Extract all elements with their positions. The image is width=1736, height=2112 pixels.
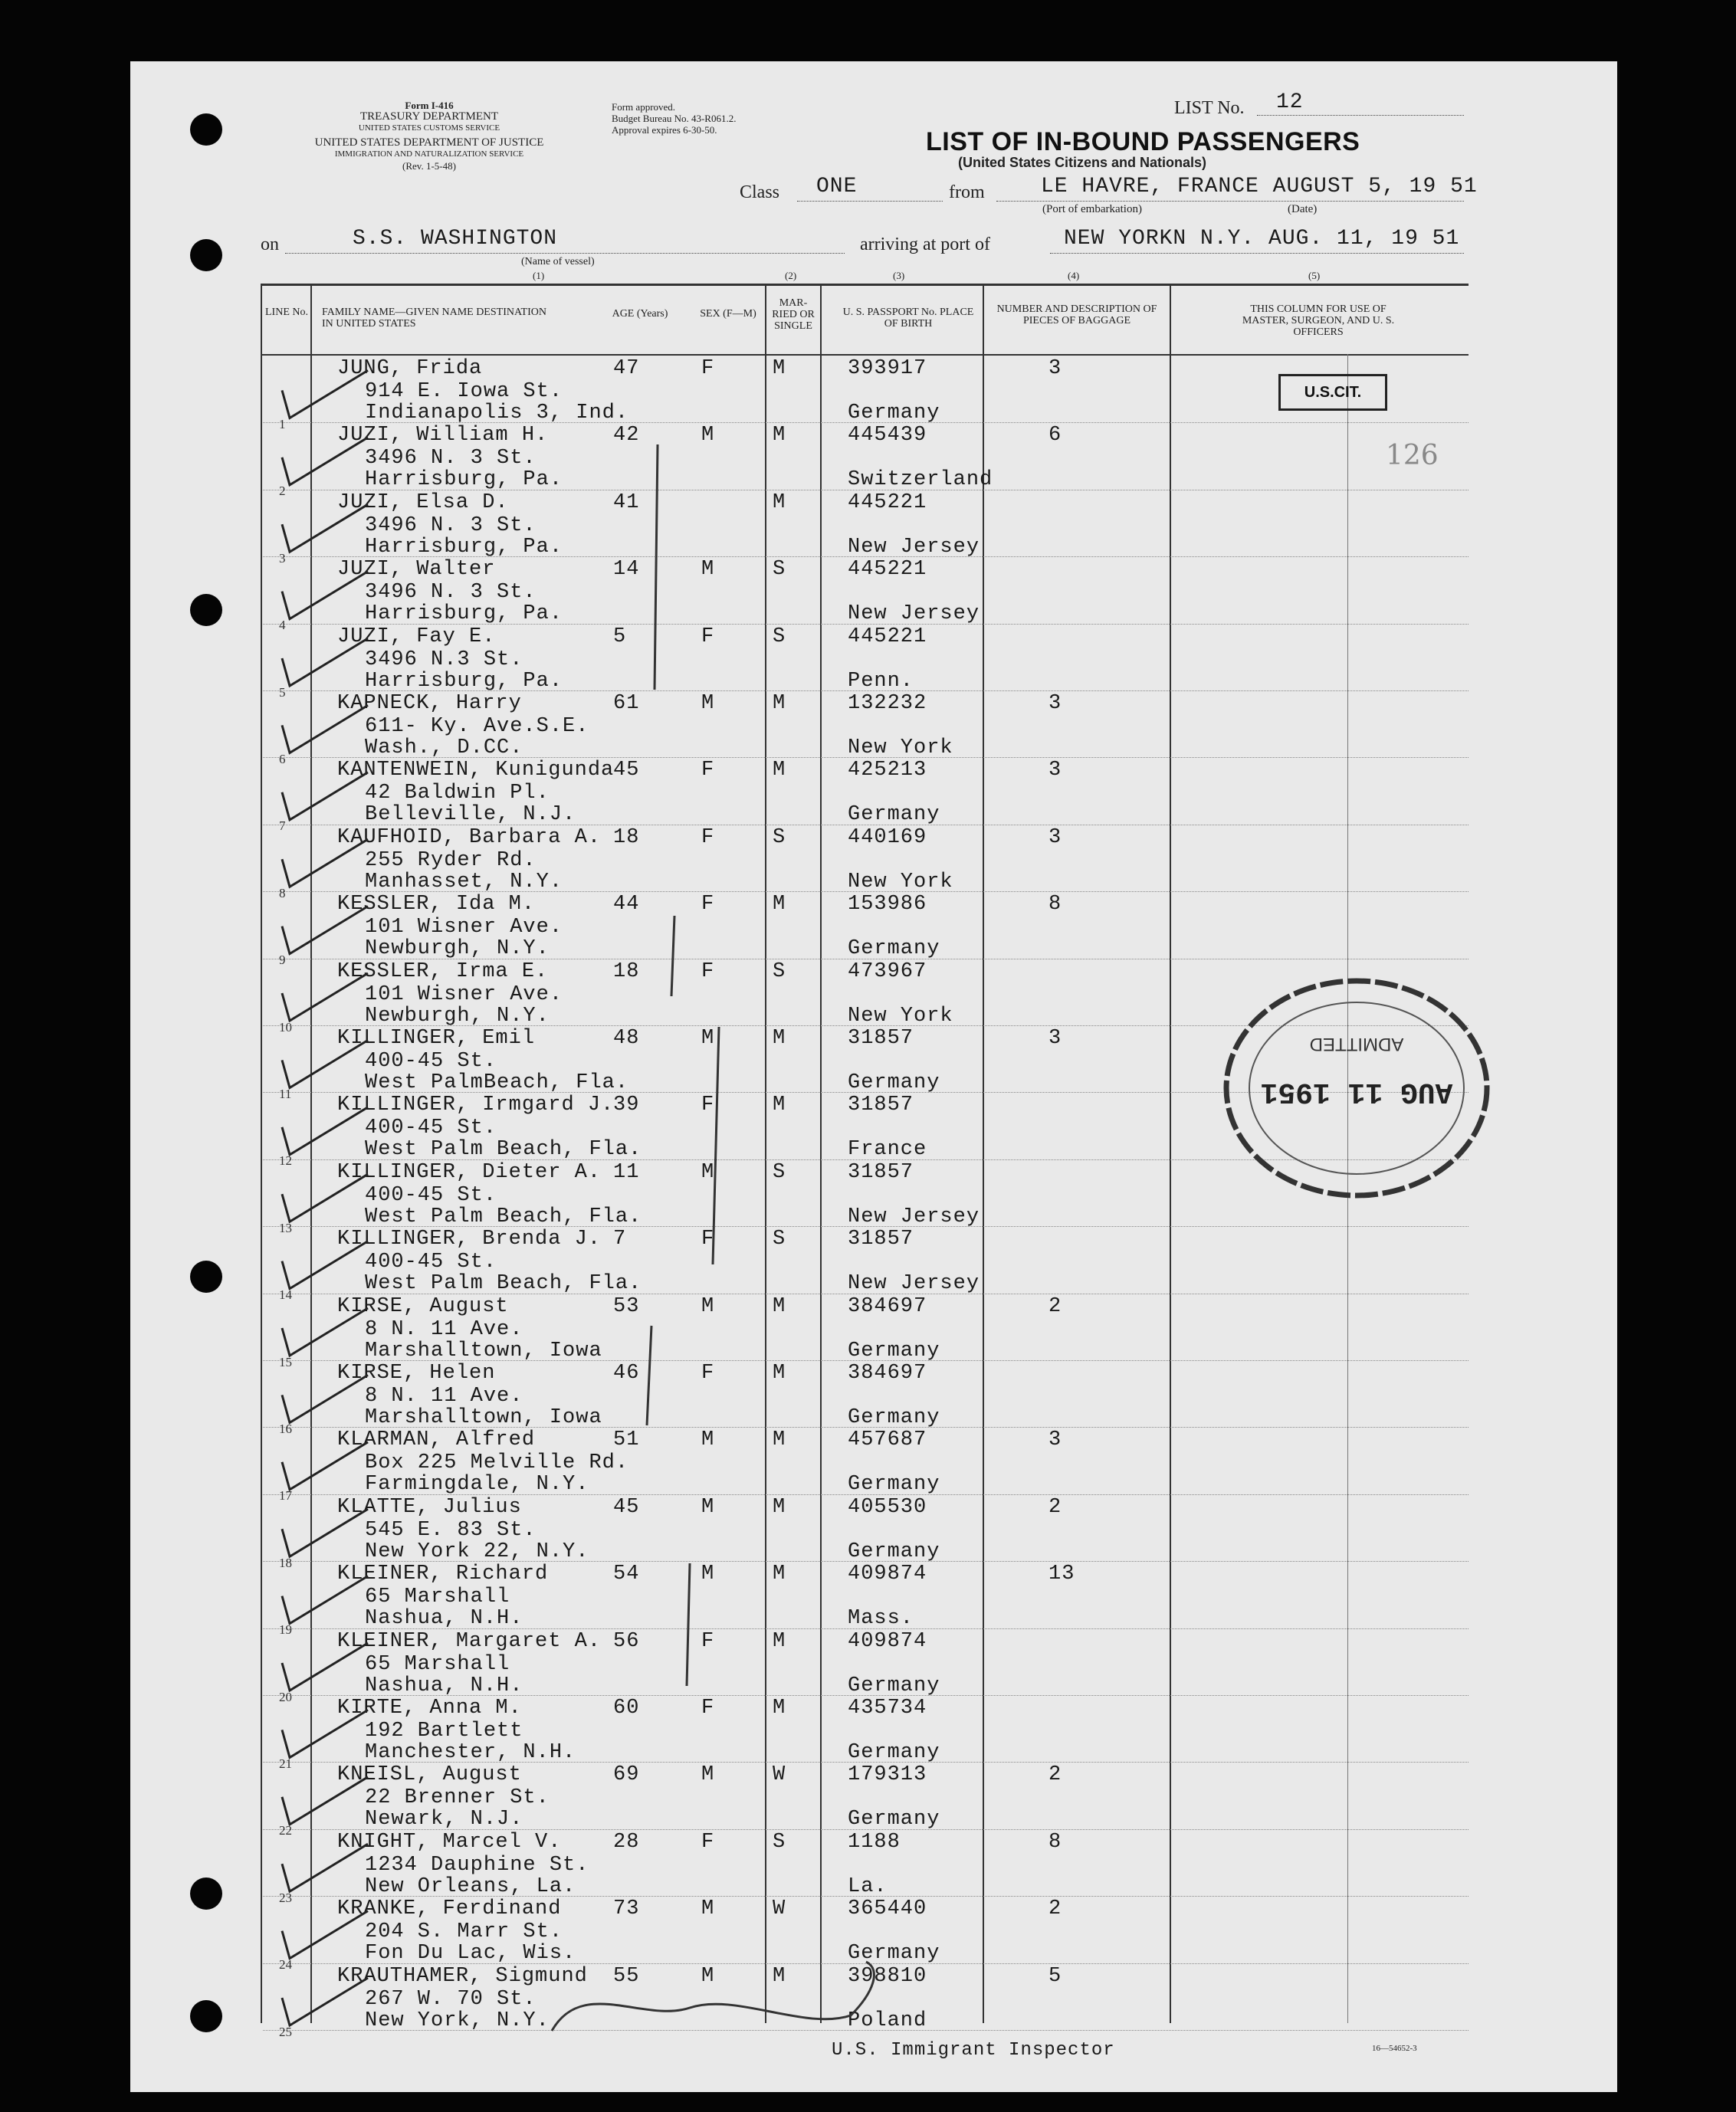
row-no: 11 xyxy=(279,1087,292,1101)
arrival-value: NEW YORKN N.Y. AUG. 11, 19 51 xyxy=(1064,227,1460,251)
row-age: 53 xyxy=(613,1294,640,1318)
stamp-date-text: AUG 11 1951 xyxy=(1260,1075,1453,1108)
row-addr1: 204 S. Marr St. xyxy=(365,1920,563,1944)
row-age: 11 xyxy=(613,1160,640,1184)
row-ms: S xyxy=(773,959,786,983)
stamp-admitted-text: ADMITTED xyxy=(1309,1034,1404,1054)
row-addr2: Newburgh, N.Y. xyxy=(365,1004,550,1028)
row-no: 1 xyxy=(279,417,286,431)
binder-hole xyxy=(190,113,222,146)
row-name: KLARMAN, Alfred xyxy=(337,1428,536,1452)
row-ms: M xyxy=(773,1094,786,1117)
row-sex: M xyxy=(701,1294,715,1318)
row-addr2: West Palm Beach, Fla. xyxy=(365,1272,642,1296)
row-age: 61 xyxy=(613,692,640,715)
row-sex: M xyxy=(701,1897,715,1921)
row-ms: S xyxy=(773,1830,786,1854)
row-addr2: Newburgh, N.Y. xyxy=(365,937,550,961)
row-bags: 2 xyxy=(1048,1495,1062,1519)
hdr-married: MAR-RIED OR SINGLE xyxy=(772,297,815,332)
row-ms: M xyxy=(773,1629,786,1653)
row-sex: M xyxy=(701,1495,715,1519)
row-bags: 5 xyxy=(1048,1964,1062,1988)
row-addr2: New Orleans, La. xyxy=(365,1874,576,1898)
row-name: KLEINER, Richard xyxy=(337,1563,549,1586)
row-addr2: Marshalltown, Iowa xyxy=(365,1339,602,1363)
binder-hole xyxy=(190,594,222,626)
row-bags: 13 xyxy=(1048,1563,1075,1586)
row-ms: M xyxy=(773,1563,786,1586)
vessel-caption: (Name of vessel) xyxy=(521,256,595,267)
row-birth: Germany xyxy=(848,1339,940,1363)
list-no-value: 12 xyxy=(1276,90,1304,114)
row-sex: F xyxy=(701,1228,715,1251)
row-bags: 6 xyxy=(1048,424,1062,448)
row-ms: M xyxy=(773,1697,786,1720)
row-passport: 440169 xyxy=(848,825,927,849)
row-addr1: 255 Ryder Rd. xyxy=(365,848,537,872)
row-birth: Germany xyxy=(848,803,940,827)
row-no: 8 xyxy=(279,885,286,900)
row-bags: 2 xyxy=(1048,1897,1062,1921)
row-age: 56 xyxy=(613,1629,640,1653)
row-addr2: Belleville, N.J. xyxy=(365,803,576,827)
row-ms: S xyxy=(773,1228,786,1251)
row-passport: 405530 xyxy=(848,1495,927,1519)
row-bags: 8 xyxy=(1048,1830,1062,1854)
row-no: 2 xyxy=(279,484,286,499)
row-ms: M xyxy=(773,357,786,380)
form-revision: (Rev. 1-5-48) xyxy=(402,160,456,172)
row-age: 28 xyxy=(613,1830,640,1854)
row-no: 12 xyxy=(279,1153,292,1169)
binder-hole xyxy=(190,1878,222,1910)
row-no: 21 xyxy=(279,1756,292,1771)
col-num-1: (1) xyxy=(533,270,545,281)
row-birth: Germany xyxy=(848,1473,940,1497)
row-passport: 445221 xyxy=(848,625,927,648)
on-label: on xyxy=(261,234,279,254)
row-birth: New Jersey xyxy=(848,535,980,559)
row-addr2: West Palm Beach, Fla. xyxy=(365,1205,642,1228)
row-addr1: 400-45 St. xyxy=(365,1117,497,1140)
row-addr2: Nashua, N.H. xyxy=(365,1607,523,1631)
col-num-4: (4) xyxy=(1068,270,1080,281)
row-age: 46 xyxy=(613,1362,640,1385)
row-birth: Germany xyxy=(848,1406,940,1429)
row-ms: S xyxy=(773,558,786,582)
row-bags: 3 xyxy=(1048,759,1062,782)
row-age: 39 xyxy=(613,1094,640,1117)
row-sex: F xyxy=(701,625,715,648)
row-no: 6 xyxy=(279,752,286,766)
row-addr2: Manhasset, N.Y. xyxy=(365,870,563,894)
row-name: KESSLER, Irma E. xyxy=(337,959,549,983)
row-age: 55 xyxy=(613,1964,640,1988)
row-name: JUZI, William H. xyxy=(337,424,549,448)
table-top-rule xyxy=(261,284,1469,286)
row-age: 7 xyxy=(613,1228,627,1251)
row-ms: S xyxy=(773,625,786,648)
row-birth: Switzerland xyxy=(848,468,993,492)
row-birth: Penn. xyxy=(848,669,914,693)
row-sex: M xyxy=(701,424,715,448)
row-addr1: 101 Wisner Ave. xyxy=(365,916,563,940)
row-age: 47 xyxy=(613,357,640,380)
binder-hole xyxy=(190,2000,222,2032)
row-passport: 132232 xyxy=(848,692,927,715)
row-birth: Germany xyxy=(848,1808,940,1832)
row-ms: M xyxy=(773,1294,786,1318)
row-bags: 2 xyxy=(1048,1763,1062,1787)
row-name: KLEINER, Margaret A. xyxy=(337,1629,602,1653)
form-agency-block xyxy=(253,100,605,172)
row-age: 42 xyxy=(613,424,640,448)
row-ms: M xyxy=(773,692,786,715)
row-no: 24 xyxy=(279,1957,292,1973)
arriving-label: arriving at port of xyxy=(860,234,990,254)
row-age: 44 xyxy=(613,893,640,917)
row-ms: M xyxy=(773,1027,786,1050)
row-no: 18 xyxy=(279,1555,292,1570)
row-bags: 3 xyxy=(1048,825,1062,849)
row-addr1: 192 Bartlett xyxy=(365,1720,523,1743)
row-name: JUZI, Elsa D. xyxy=(337,490,509,514)
row-name: KLATTE, Julius xyxy=(337,1495,522,1519)
treasury-dept: TREASURY DEPARTMENT xyxy=(359,110,499,123)
row-passport: 409874 xyxy=(848,1629,927,1653)
row-addr1: 42 Baldwin Pl. xyxy=(365,782,550,805)
row-sex: F xyxy=(701,357,715,380)
row-no: 20 xyxy=(279,1689,292,1704)
row-sex: M xyxy=(701,558,715,582)
row-name: JUZI, Walter xyxy=(337,558,496,582)
col-num-2: (2) xyxy=(785,270,797,281)
row-name: KIRSE, August xyxy=(337,1294,509,1318)
row-passport: 425213 xyxy=(848,759,927,782)
customs-service: UNITED STATES CUSTOMS SERVICE xyxy=(358,123,500,133)
row-bags: 8 xyxy=(1048,893,1062,917)
row-no: 13 xyxy=(279,1220,292,1235)
row-name: KESSLER, Ida M. xyxy=(337,893,536,917)
ins-service: IMMIGRATION AND NATURALIZATION SERVICE xyxy=(334,149,524,159)
row-sex: M xyxy=(701,1160,715,1184)
row-addr1: Box 225 Melville Rd. xyxy=(365,1451,629,1475)
row-addr2: Wash., D.CC. xyxy=(365,736,523,759)
row-passport: 179313 xyxy=(848,1763,927,1787)
row-addr2: Harrisburg, Pa. xyxy=(365,468,563,492)
row-addr1: 267 W. 70 St. xyxy=(365,1987,537,2011)
row-addr2: West Palm Beach, Fla. xyxy=(365,1138,642,1162)
from-line xyxy=(996,201,1464,202)
row-passport: 445221 xyxy=(848,490,927,514)
hdr-sex: SEX (F—M) xyxy=(700,308,756,320)
row-sex: M xyxy=(701,1964,715,1988)
class-value: ONE xyxy=(816,175,858,198)
row-addr2: Fon Du Lac, Wis. xyxy=(365,1942,576,1966)
row-name: JUNG, Frida xyxy=(337,357,483,380)
row-passport: 445439 xyxy=(848,424,927,448)
us-citizen-stamp: U.S.CIT. xyxy=(1278,374,1387,411)
row-sex: M xyxy=(701,1428,715,1452)
row-age: 5 xyxy=(613,625,627,648)
row-no: 7 xyxy=(279,818,286,834)
row-name: KIRSE, Helen xyxy=(337,1362,496,1385)
row-sex: F xyxy=(701,1362,715,1385)
row-addr1: 914 E. Iowa St. xyxy=(365,380,563,403)
row-birth: New Jersey xyxy=(848,1205,980,1228)
table-left-rule xyxy=(261,284,262,2023)
footer-code: 16—54652-3 xyxy=(1372,2044,1417,2053)
row-sex: F xyxy=(701,893,715,917)
row-sex: M xyxy=(701,1763,715,1787)
row-birth: Mass. xyxy=(848,1607,914,1631)
row-addr2: New York 22, N.Y. xyxy=(365,1540,589,1563)
row-addr1: 101 Wisner Ave. xyxy=(365,982,563,1006)
row-age: 48 xyxy=(613,1027,640,1050)
row-passport: 1188 xyxy=(848,1830,901,1854)
row-sex: F xyxy=(701,1629,715,1653)
row-sex: F xyxy=(701,1697,715,1720)
row-name: KILLINGER, Dieter A. xyxy=(337,1160,602,1184)
row-birth: Germany xyxy=(848,1071,940,1094)
hdr-officers: THIS COLUMN FOR USE OF MASTER, SURGEON, AND U. S. OFFICERS xyxy=(1242,303,1395,338)
page-title: LIST OF IN-BOUND PASSENGERS xyxy=(926,127,1360,156)
row-name: KRANKE, Ferdinand xyxy=(337,1897,562,1921)
form-number: Form I-416 xyxy=(405,100,454,111)
from-value: LE HAVRE, FRANCE AUGUST 5, 19 51 xyxy=(1041,175,1478,198)
row-passport: 445221 xyxy=(848,558,927,582)
row-passport: 31857 xyxy=(848,1160,914,1184)
row-ms: M xyxy=(773,1964,786,1988)
justice-dept: UNITED STATES DEPARTMENT OF JUSTICE xyxy=(314,136,544,149)
row-passport: 457687 xyxy=(848,1428,927,1452)
row-no: 19 xyxy=(279,1622,292,1638)
row-sex: F xyxy=(701,759,715,782)
row-addr1: 400-45 St. xyxy=(365,1251,497,1274)
vessel-name: S.S. WASHINGTON xyxy=(353,227,558,251)
row-ms: M xyxy=(773,424,786,448)
row-age: 45 xyxy=(613,759,640,782)
row-addr1: 65 Marshall xyxy=(365,1586,510,1609)
row-age: 45 xyxy=(613,1495,640,1519)
row-no: 23 xyxy=(279,1890,292,1905)
row-birth: France xyxy=(848,1138,927,1162)
row-addr2: Harrisburg, Pa. xyxy=(365,535,563,559)
row-sex: F xyxy=(701,1094,715,1117)
row-ms: M xyxy=(773,490,786,514)
row-age: 54 xyxy=(613,1563,640,1586)
from-label: from xyxy=(949,182,985,202)
footer-inspector: U.S. Immigrant Inspector xyxy=(832,2040,1115,2061)
row-addr2: Indianapolis 3, Ind. xyxy=(365,402,629,425)
row-age: 41 xyxy=(613,490,640,514)
hdr-age: AGE (Years) xyxy=(612,308,668,320)
row-addr1: 1234 Dauphine St. xyxy=(365,1853,589,1877)
row-name: KILLINGER, Irmgard J. xyxy=(337,1094,615,1117)
row-addr1: 3496 N. 3 St. xyxy=(365,581,537,605)
row-ms: M xyxy=(773,1495,786,1519)
table-header-rule xyxy=(261,354,1469,356)
row-age: 14 xyxy=(613,558,640,582)
row-name: KILLINGER, Emil xyxy=(337,1027,536,1050)
row-addr1: 22 Brenner St. xyxy=(365,1786,550,1810)
row-bags: 2 xyxy=(1048,1294,1062,1318)
row-passport: 435734 xyxy=(848,1697,927,1720)
row-birth: Germany xyxy=(848,937,940,961)
row-ms: W xyxy=(773,1763,786,1787)
row-no: 5 xyxy=(279,684,286,700)
row-birth: Germany xyxy=(848,1942,940,1966)
row-sex: M xyxy=(701,1027,715,1050)
row-ms: M xyxy=(773,1362,786,1385)
port-embark-caption: (Port of embarkation) xyxy=(1042,203,1142,215)
row-birth: New York xyxy=(848,736,953,759)
row-birth: Germany xyxy=(848,1540,940,1563)
row-addr2: Harrisburg, Pa. xyxy=(365,602,563,626)
row-name: KNIGHT, Marcel V. xyxy=(337,1830,562,1854)
binder-hole xyxy=(190,1261,222,1293)
hdr-baggage: NUMBER AND DESCRIPTION OF PIECES OF BAGGAGE xyxy=(996,303,1157,326)
row-addr1: 8 N. 11 Ave. xyxy=(365,1317,523,1341)
row-addr2: West PalmBeach, Fla. xyxy=(365,1071,629,1094)
form-approval xyxy=(612,101,736,136)
row-birth: Poland xyxy=(848,2009,927,2032)
row-addr2: Manchester, N.H. xyxy=(365,1741,576,1764)
row-birth: La. xyxy=(848,1874,888,1898)
row-passport: 153986 xyxy=(848,893,927,917)
row-sex: M xyxy=(701,692,715,715)
row-ms: M xyxy=(773,759,786,782)
row-ms: M xyxy=(773,893,786,917)
row-addr1: 3496 N. 3 St. xyxy=(365,447,537,471)
row-passport: 393917 xyxy=(848,357,927,380)
date-caption: (Date) xyxy=(1288,203,1318,215)
binder-hole xyxy=(190,239,222,271)
row-passport: 409874 xyxy=(848,1563,927,1586)
row-name: JUZI, Fay E. xyxy=(337,625,496,648)
pencil-number: 126 xyxy=(1386,440,1439,471)
row-passport: 384697 xyxy=(848,1294,927,1318)
row-name: KILLINGER, Brenda J. xyxy=(337,1228,602,1251)
row-no: 9 xyxy=(279,953,286,968)
row-no: 22 xyxy=(279,1823,292,1838)
row-passport: 384697 xyxy=(848,1362,927,1385)
row-passport: 31857 xyxy=(848,1228,914,1251)
row-addr2: Farmingdale, N.Y. xyxy=(365,1473,589,1497)
row-birth: Germany xyxy=(848,402,940,425)
row-name: KIRTE, Anna M. xyxy=(337,1697,522,1720)
admission-stamp xyxy=(1211,958,1502,1218)
hdr-line-no: LINE No. xyxy=(265,307,308,318)
row-passport: 398810 xyxy=(848,1964,927,1988)
row-addr2: New York, N.Y. xyxy=(365,2009,550,2032)
approved-line-3: Approval expires 6-30-50. xyxy=(612,124,717,136)
row-bags: 3 xyxy=(1048,1428,1062,1452)
row-addr2: Marshalltown, Iowa xyxy=(365,1406,602,1429)
row-sex: F xyxy=(701,1830,715,1854)
row-passport: 365440 xyxy=(848,1897,927,1921)
row-bags: 3 xyxy=(1048,692,1062,715)
row-birth: New Jersey xyxy=(848,602,980,626)
approved-line-2: Budget Bureau No. 43-R061.2. xyxy=(612,113,737,124)
row-name: KAUFHOID, Barbara A. xyxy=(337,825,602,849)
row-birth: Germany xyxy=(848,1741,940,1764)
class-line xyxy=(797,201,943,202)
row-age: 73 xyxy=(613,1897,640,1921)
hdr-name: FAMILY NAME—GIVEN NAME DESTINATION IN UNITED STATES xyxy=(322,307,546,330)
row-age: 69 xyxy=(613,1763,640,1787)
hdr-passport: U. S. PASSPORT No. PLACE OF BIRTH xyxy=(842,307,974,330)
row-birth: New Jersey xyxy=(848,1272,980,1296)
row-no: 25 xyxy=(279,2024,292,2039)
row-addr1: 3496 N. 3 St. xyxy=(365,513,537,537)
row-addr2: Nashua, N.H. xyxy=(365,1674,523,1697)
row-passport: 473967 xyxy=(848,959,927,983)
row-ms: S xyxy=(773,1160,786,1184)
row-birth: New York xyxy=(848,870,953,894)
row-no: 16 xyxy=(279,1422,292,1436)
row-bags: 3 xyxy=(1048,1027,1062,1050)
row-bags: 3 xyxy=(1048,357,1062,380)
row-sex: M xyxy=(701,1563,715,1586)
row-name: KNEISL, August xyxy=(337,1763,522,1787)
row-addr1: 65 Marshall xyxy=(365,1652,510,1676)
row-name: KAPNECK, Harry xyxy=(337,692,522,715)
row-addr2: Harrisburg, Pa. xyxy=(365,669,563,693)
arrival-line xyxy=(1050,253,1464,254)
row-sex: F xyxy=(701,825,715,849)
row-addr1: 8 N. 11 Ave. xyxy=(365,1385,523,1408)
row-no: 17 xyxy=(279,1488,292,1504)
row-addr1: 3496 N.3 St. xyxy=(365,648,523,671)
row-addr1: 545 E. 83 St. xyxy=(365,1518,537,1542)
row-name: KANTENWEIN, Kunigunda xyxy=(337,759,615,782)
col-num-5: (5) xyxy=(1308,270,1321,281)
row-no: 14 xyxy=(279,1287,292,1303)
row-no: 4 xyxy=(279,618,286,633)
row-ms: W xyxy=(773,1897,786,1921)
row-addr2: Newark, N.J. xyxy=(365,1808,523,1832)
row-addr1: 400-45 St. xyxy=(365,1050,497,1073)
row-no: 10 xyxy=(279,1019,292,1035)
row-ms: S xyxy=(773,825,786,849)
row-age: 51 xyxy=(613,1428,640,1452)
row-birth: New York xyxy=(848,1004,953,1028)
list-no-line xyxy=(1257,115,1464,116)
row-name: KRAUTHAMER, Sigmund xyxy=(337,1964,588,1988)
row-passport: 31857 xyxy=(848,1094,914,1117)
row-no: 3 xyxy=(279,550,286,566)
col-num-3: (3) xyxy=(893,270,905,281)
row-sex: F xyxy=(701,959,715,983)
row-no: 15 xyxy=(279,1354,292,1369)
vessel-line xyxy=(285,253,845,254)
row-addr1: 400-45 St. xyxy=(365,1183,497,1207)
row-age: 60 xyxy=(613,1697,640,1720)
page-subtitle: (United States Citizens and Nationals) xyxy=(958,155,1207,170)
row-age: 18 xyxy=(613,825,640,849)
row-age: 18 xyxy=(613,959,640,983)
approved-line-1: Form approved. xyxy=(612,101,676,113)
class-label: Class xyxy=(740,182,780,202)
row-ms: M xyxy=(773,1428,786,1452)
row-addr1: 611- Ky. Ave.S.E. xyxy=(365,715,589,738)
list-no-label: LIST No. xyxy=(1174,98,1245,118)
row-passport: 31857 xyxy=(848,1027,914,1050)
row-birth: Germany xyxy=(848,1674,940,1697)
